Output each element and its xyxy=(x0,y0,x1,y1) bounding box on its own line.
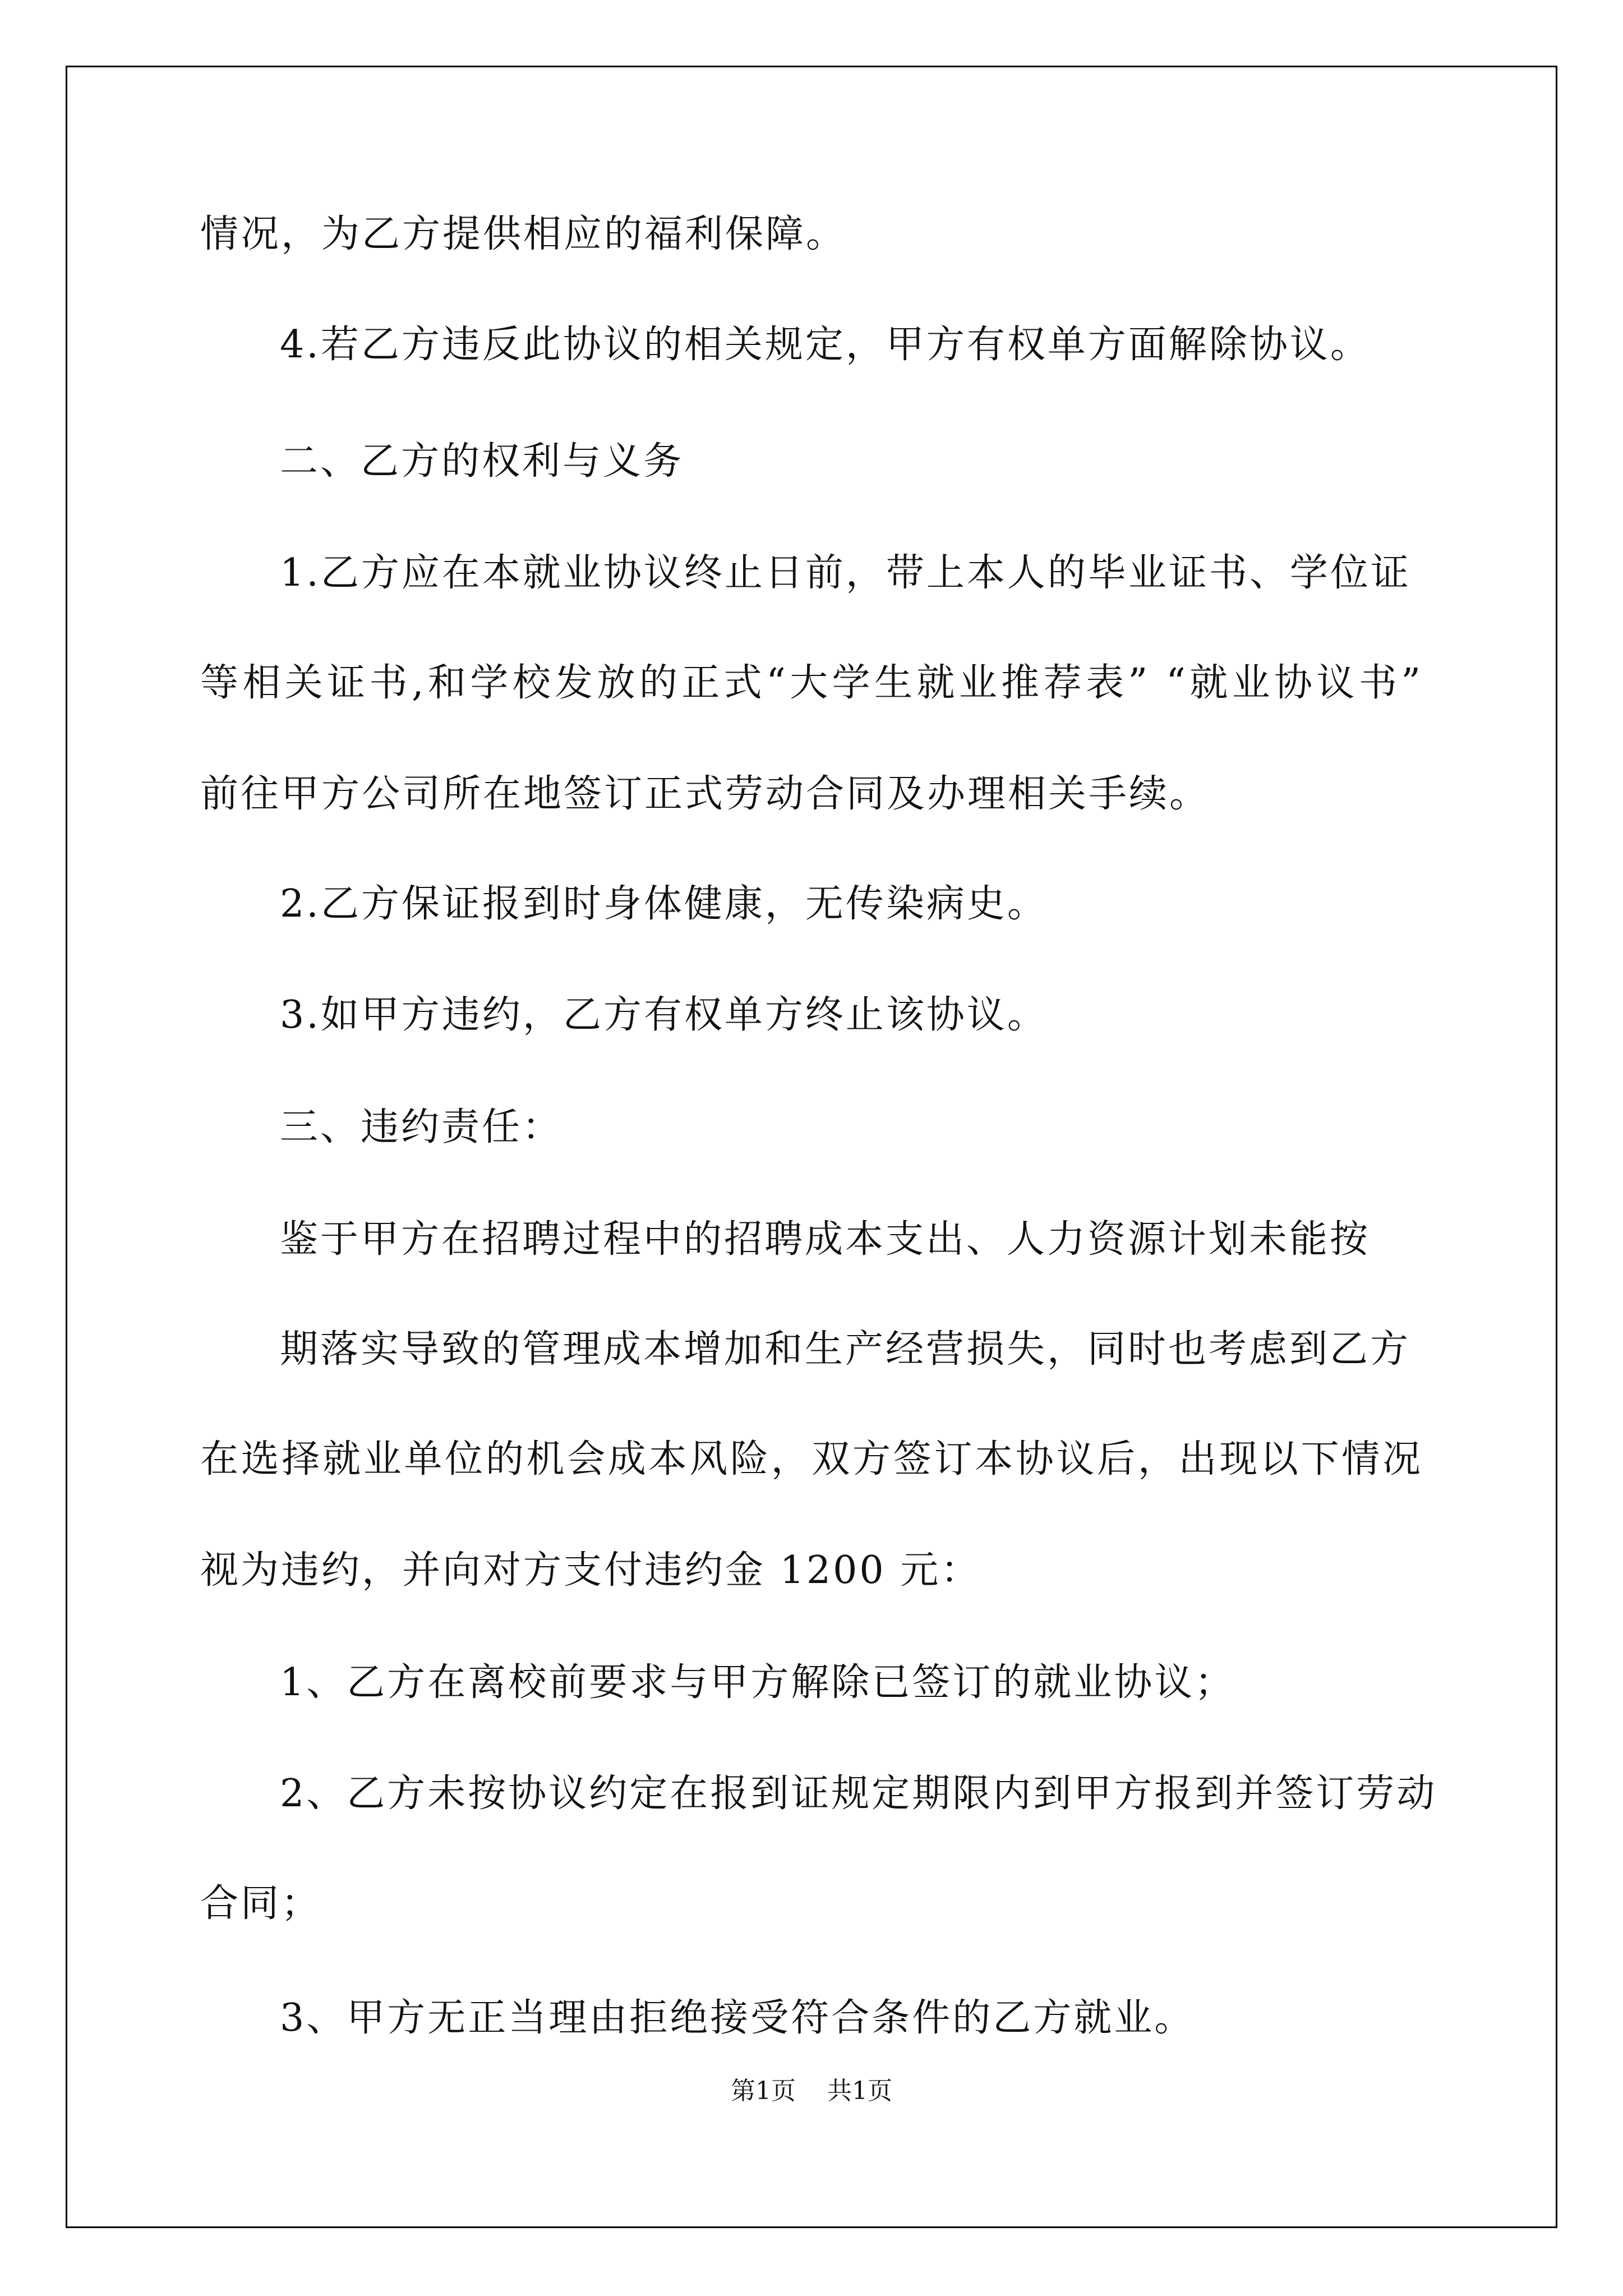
text-line: 在选择就业单位的机会成本风险，双方签订本协议后，出现以下情况 xyxy=(200,1437,1423,1481)
text-line: 1.乙方应在本就业协议终止日前，带上本人的毕业证书、学位证 xyxy=(280,551,1411,595)
text-line: 情况，为乙方提供相应的福利保障。 xyxy=(200,212,847,256)
text-line: 前往甲方公司所在地签订正式劳动合同及办理相关手续。 xyxy=(200,772,1210,816)
text-line: 合同； xyxy=(200,1881,322,1926)
page-footer xyxy=(0,2077,1623,2106)
page-number: 第1页 xyxy=(731,2077,796,2105)
text-line: 视为违约，并向对方支付违约金 1200 元： xyxy=(200,1548,981,1593)
text-line: 期落实导致的管理成本增加和生产经营损失，同时也考虑到乙方 xyxy=(280,1327,1411,1372)
section-heading: 二、乙方的权利与义务 xyxy=(280,439,684,484)
text-line: 2、乙方未按协议约定在报到证规定期限内到甲方报到并签订劳动 xyxy=(280,1772,1437,1816)
text-line: 2.乙方保证报到时身体健康，无传染病史。 xyxy=(280,882,1048,926)
page-total: 共1页 xyxy=(827,2077,892,2105)
text-line: 鉴于甲方在招聘过程中的招聘成本支出、人力资源计划未能按 xyxy=(280,1217,1371,1262)
section-heading: 三、违约责任： xyxy=(280,1105,563,1149)
text-line: 3、甲方无正当理由拒绝接受符合条件的乙方就业。 xyxy=(280,1996,1195,2040)
text-line: 3.如甲方违约，乙方有权单方终止该协议。 xyxy=(280,993,1048,1037)
text-line: 等相关证书,和学校发放的正式“大学生就业推荐表” “就业协议书” xyxy=(200,661,1423,705)
text-line: 4.若乙方违反此协议的相关规定，甲方有权单方面解除协议。 xyxy=(280,323,1371,367)
text-line: 1、乙方在离校前要求与甲方解除已签订的就业协议； xyxy=(280,1660,1235,1705)
